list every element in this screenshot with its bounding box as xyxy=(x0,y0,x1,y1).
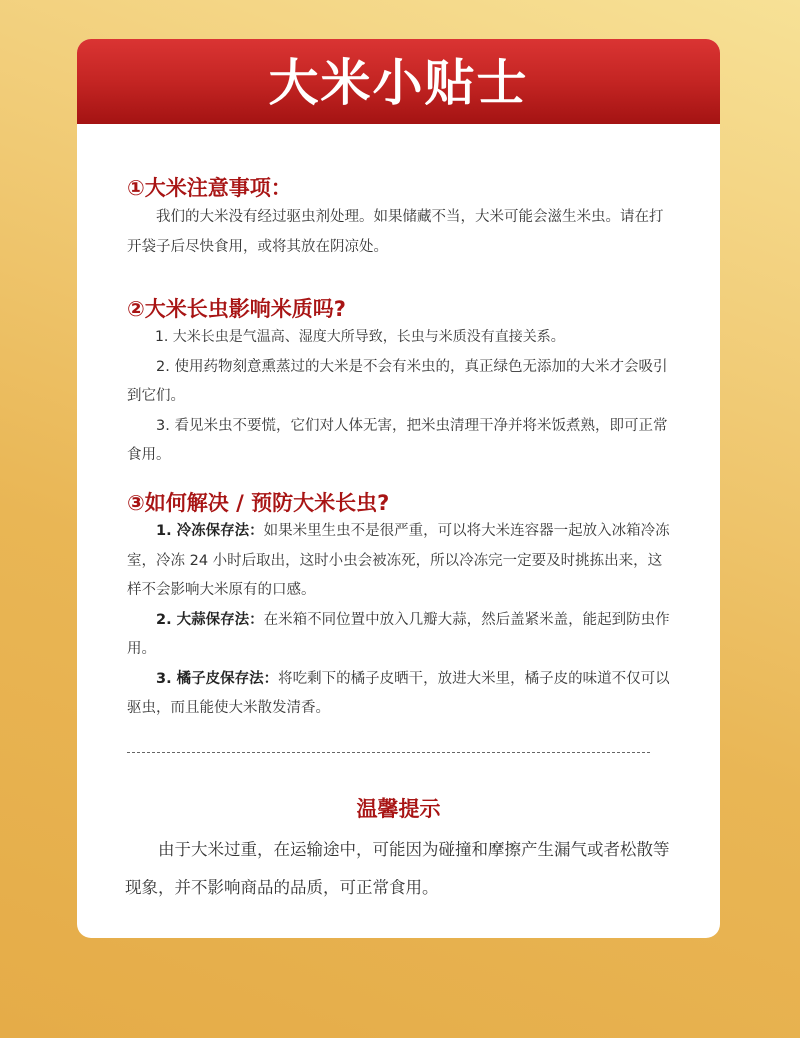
method-item xyxy=(127,606,672,665)
section-bug-quality xyxy=(127,295,672,471)
warm-tips-text: 由于大米过重，在运输途中，可能因为碰撞和摩擦产生漏气或者松散等现象，并不影响商品的品质，可正常食用。 xyxy=(125,840,670,897)
section-title: ②大米长虫影响米质吗? xyxy=(127,297,346,321)
section-title: ①大米注意事项： xyxy=(127,176,292,200)
section-paragraph: 3. 看见米虫不要慌，它们对人体无害，把米虫清理干净并将米饭煮熟，即可正常食用。 xyxy=(127,417,668,463)
card-header xyxy=(77,39,720,124)
method-label: 1. 冷冻保存法： xyxy=(156,523,264,539)
method-item xyxy=(127,517,672,606)
method-label: 2. 大蒜保存法： xyxy=(156,611,264,628)
dashed-divider xyxy=(127,752,650,753)
method-item xyxy=(127,665,672,724)
page-title: 大米小贴士 xyxy=(268,53,529,112)
section-paragraph: 1. 大米长虫是气温高、湿度大所导致，长虫与米质没有直接关系。 xyxy=(155,329,565,345)
section-title: ③如何解决 / 预防大米长虫? xyxy=(127,491,390,515)
method-label: 3. 橘子皮保存法： xyxy=(156,670,279,687)
section-paragraph: 2. 使用药物刻意熏蒸过的大米是不会有米虫的，真正绿色无添加的大米才会吸引到它们。 xyxy=(127,358,668,404)
rice-tips-card xyxy=(77,39,720,938)
section-prevention xyxy=(127,489,672,724)
method-text: 如果米里生虫不是很严重，可以将大米连容器一起放入冰箱冷冻室，冷冻 24 小时后取出，这时小虫会被冻死，所以冷冻完一定要及时挑拣出来，这样不会影响大米原有的口感。 xyxy=(127,523,670,598)
warm-tips-title: 温馨提示 xyxy=(356,797,441,821)
method-text: 在米箱不同位置中放入几瓣大蒜，然后盖紧米盖，能起到防虫作用。 xyxy=(127,611,670,657)
section-precautions xyxy=(127,174,672,262)
section-paragraph: 我们的大米没有经过驱虫剂处理。如果储藏不当，大米可能会滋生米虫。请在打开袋子后尽快食用，或将其放在阴凉处。 xyxy=(127,209,664,255)
method-text: 将吃剩下的橘子皮晒干，放进大米里，橘子皮的味道不仅可以驱虫，而且能使大米散发清香。 xyxy=(127,670,670,716)
